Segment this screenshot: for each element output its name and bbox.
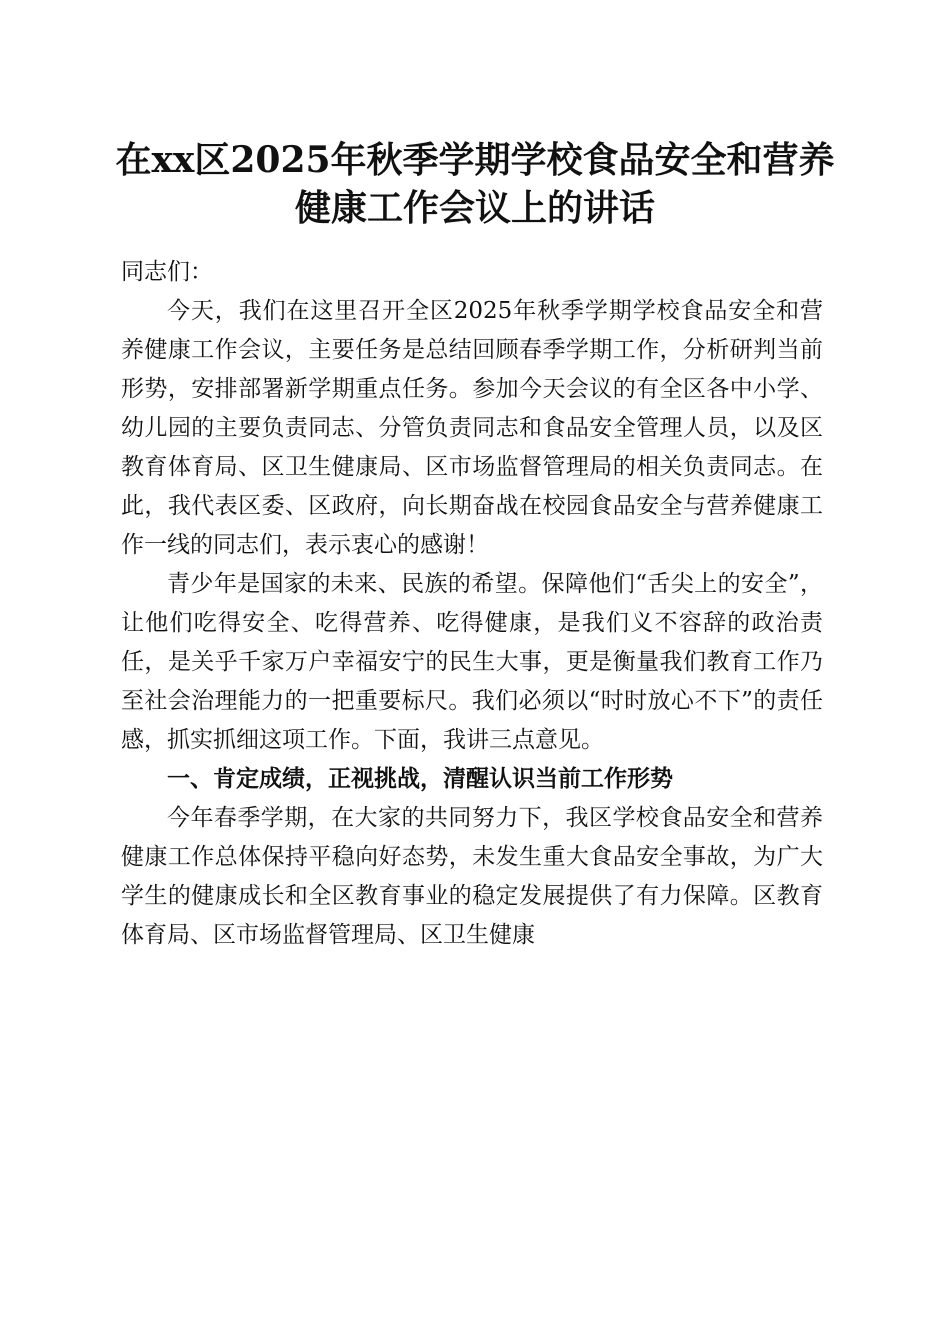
- paragraph-responsibility: 青少年是国家的未来、民族的希望。保障他们“舌尖上的安全”，让他们吃得安全、吃得营养、吃得健康，是我们义不容辞的政治责任，是关乎千家万户幸福安宁的民生大事，更是衡量我们教育工作乃至社会治理能力的一把重要标尺。我们必须以“时时放心不下”的责任感，抓实抓细这项工作。下面，我讲三点意见。: [121, 571, 823, 753]
- paragraph-opening: 今天，我们在这里召开全区2025年秋季学期学校食品安全和营养健康工作会议，主要任务是总结回顾春季学期工作，分析研判当前形势，安排部署新学期重点任务。参加今天会议的有全区各中小学、幼儿园的主要负责同志、分管负责同志和食品安全管理人员，以及区教育体育局、区卫生健康局、区市场监督管理局的相关负责同志。在此，我代表区委、区政府，向长期奋战在校园食品安全与营养健康工作一线的同志们，表示衷心的感谢！: [121, 298, 823, 558]
- paragraph-section-1: 今年春季学期，在大家的共同努力下，我区学校食品安全和营养健康工作总体保持平稳向好态势，未发生重大食品安全事故，为广大学生的健康成长和全区教育事业的稳定发展提供了有力保障。区教育体育局、区市场监督管理局、区卫生健康: [121, 805, 823, 948]
- document-body: [121, 253, 823, 955]
- section-heading-1: 一、肯定成绩，正视挑战，清醒认识当前工作形势: [167, 766, 673, 792]
- title-line-1: 在xx区2025年秋季学期学校食品安全和营养: [115, 139, 835, 181]
- salutation: 同志们：: [121, 259, 213, 285]
- document-title: [80, 136, 870, 232]
- title-line-2: 健康工作会议上的讲话: [294, 187, 655, 229]
